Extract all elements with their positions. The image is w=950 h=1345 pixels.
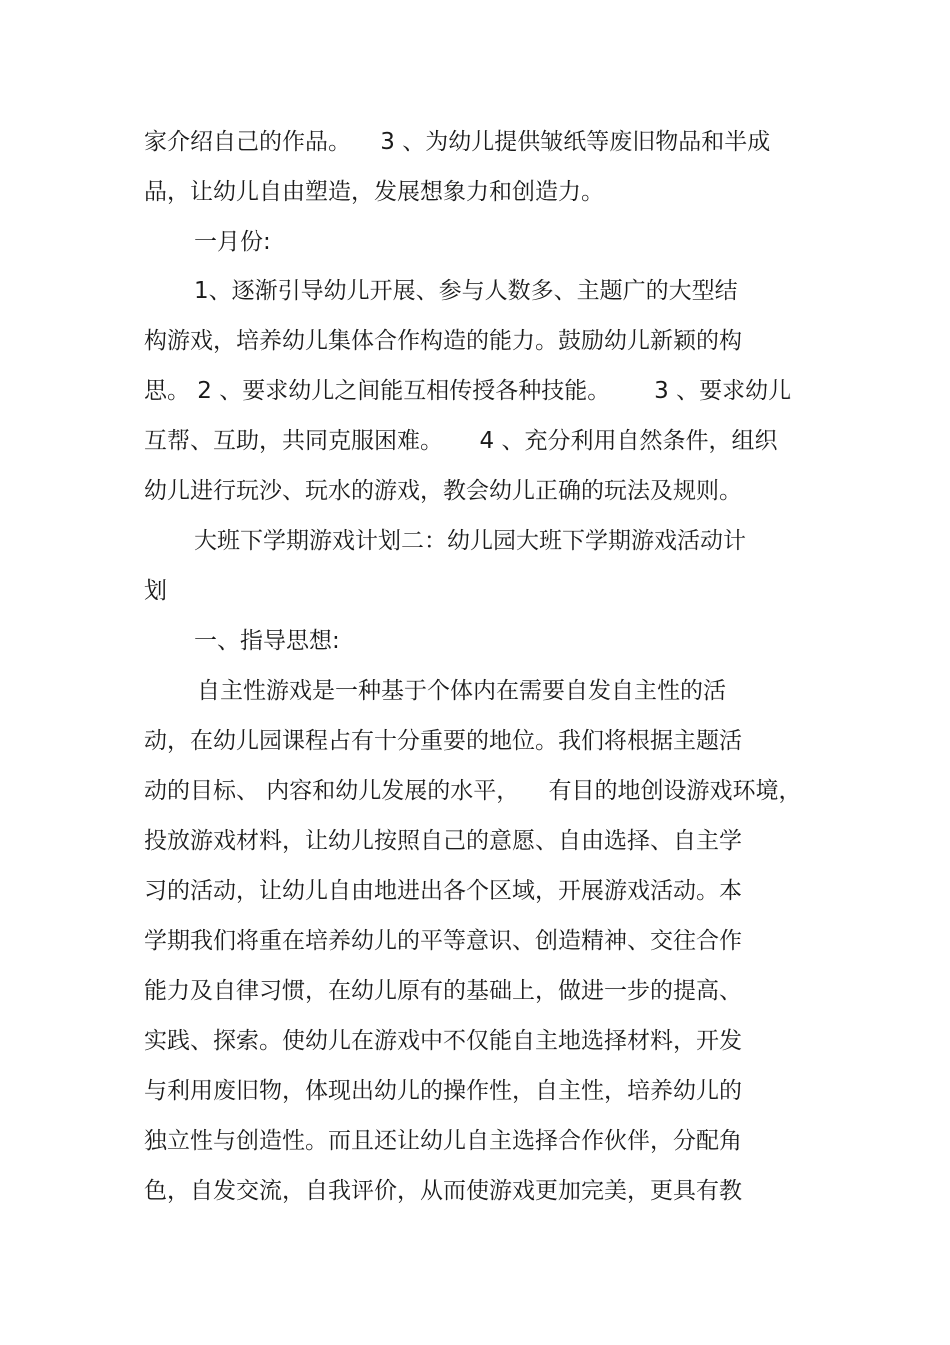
- text-line: 自主性游戏是一种基于个体内在需要自发自主性的活: [197, 678, 726, 704]
- text-line: 色，自发交流，自我评价，从而使游戏更加完美，更具有教: [144, 1178, 742, 1204]
- text-line: 能力及自律习惯，在幼儿原有的基础上，做进一步的提高、: [144, 978, 742, 1004]
- text-line: 1、逐渐引导幼儿开展、参与人数多、主题广的大型结: [194, 278, 738, 304]
- text-line: 幼儿进行玩沙、玩水的游戏，教会幼儿正确的玩法及规则。: [144, 478, 742, 504]
- text-line: 实践、探索。使幼儿在游戏中不仅能自主地选择材料，开发: [144, 1028, 742, 1054]
- text-line: 品，让幼儿自由塑造，发展想象力和创造力。: [144, 179, 604, 205]
- text-line: 动，在幼儿园课程占有十分重要的地位。我们将根据主题活: [144, 728, 742, 754]
- plan-two-title-continued: 划: [144, 578, 167, 604]
- text-line: 学期我们将重在培养幼儿的平等意识、创造精神、交往合作: [144, 928, 742, 954]
- text-line: 互帮、互助，共同克服困难。 4 、充分利用自然条件，组织: [144, 428, 778, 454]
- section-heading-january: 一月份:: [194, 229, 271, 255]
- section-heading-guiding-ideology: 一、指导思想:: [194, 628, 340, 654]
- text-line: 动的目标、 内容和幼儿发展的水平， 有目的地创设游戏环境，: [144, 778, 802, 804]
- text-line: 投放游戏材料，让幼儿按照自己的意愿、自由选择、自主学: [144, 828, 742, 854]
- text-line: 构游戏，培养幼儿集体合作构造的能力。鼓励幼儿新颖的构: [144, 328, 742, 354]
- text-line: 思。 2 、要求幼儿之间能互相传授各种技能。 3 、要求幼儿: [144, 378, 792, 404]
- text-line: 习的活动，让幼儿自由地进出各个区域，开展游戏活动。本: [144, 878, 742, 904]
- text-line: 独立性与创造性。而且还让幼儿自主选择合作伙伴，分配角: [144, 1128, 742, 1154]
- text-line: 与利用废旧物，体现出幼儿的操作性，自主性，培养幼儿的: [144, 1078, 742, 1104]
- plan-two-title: 大班下学期游戏计划二：幼儿园大班下学期游戏活动计: [194, 528, 746, 554]
- text-line: 家介绍自己的作品。 3 、为幼儿提供皱纸等废旧物品和半成: [144, 129, 771, 155]
